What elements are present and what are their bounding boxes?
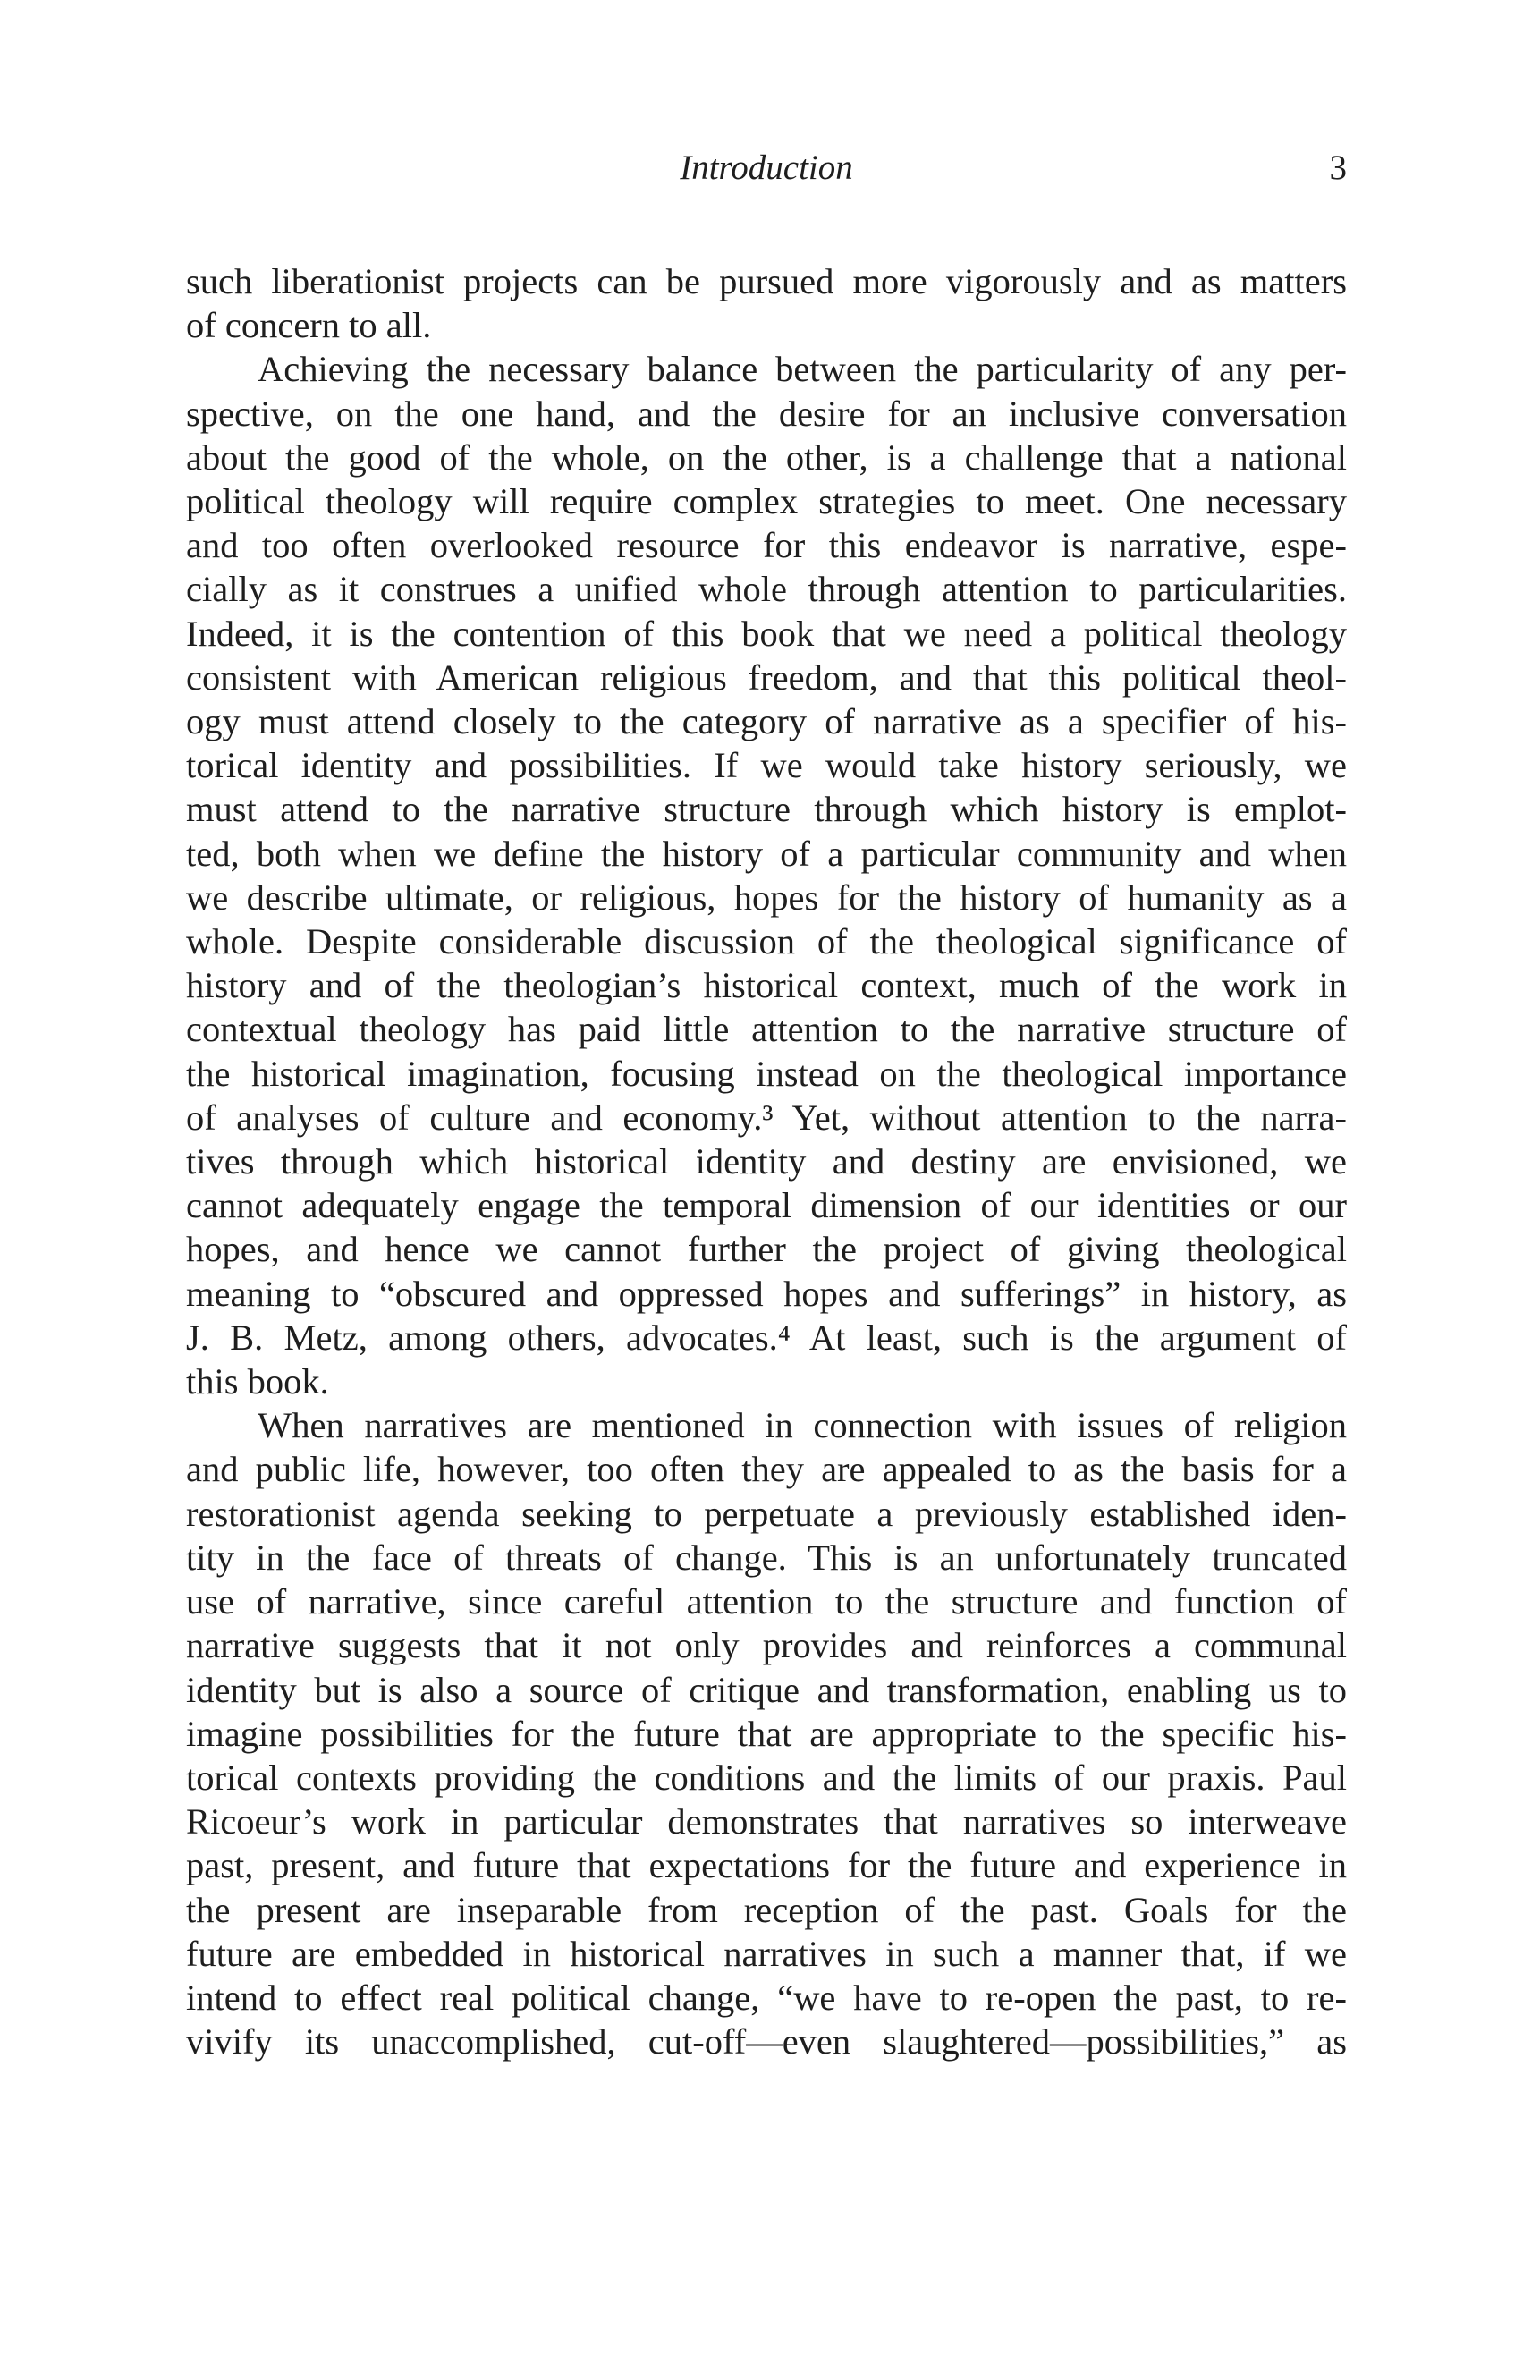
text-line: and public life, however, too often they are appealed to as the basis for a (186, 1449, 1347, 1490)
text-line: use of narrative, since careful attention to the structure and function of (186, 1581, 1347, 1622)
text-line: intend to effect real political change, “we have to re-open the past, to re- (186, 1977, 1347, 2018)
text-line: must attend to the narrative structure through which history is emplot- (186, 789, 1347, 830)
text-line: about the good of the whole, on the other, is a challenge that a national (186, 436, 1347, 478)
text-line: the historical imagination, focusing instead on the theological importance (186, 1053, 1347, 1094)
text-line: ogy must attend closely to the category of narrative as a specifier of his- (186, 701, 1347, 742)
text-line: hopes, and hence we cannot further the project of giving theological (186, 1229, 1347, 1270)
text-line: Ricoeur’s work in particular demonstrates that narratives so interweave (186, 1801, 1347, 1842)
text-line: Achieving the necessary balance between the particularity of any per- (258, 349, 1347, 390)
text-line: identity but is also a source of critique and transformation, enabling us to (186, 1669, 1347, 1710)
text-line: torical identity and possibilities. If we would take history seriously, we (186, 745, 1347, 786)
text-line: tity in the face of threats of change. This is an unfortunately truncated (186, 1537, 1347, 1578)
text-line: future are embedded in historical narratives in such a manner that, if we (186, 1933, 1347, 1974)
text-line: history and of the theologian’s historical context, much of the work in (186, 965, 1347, 1006)
text-line: spective, on the one hand, and the desire for an inclusive conversation (186, 393, 1347, 434)
text-line: tives through which historical identity and destiny are envisioned, we (186, 1141, 1347, 1182)
text-line: political theology will require complex strategies to meet. One necessary (186, 481, 1347, 522)
text-line: consistent with American religious freedom, and that this political theol- (186, 656, 1347, 698)
text-line: contextual theology has paid little attention to the narrative structure of (186, 1009, 1347, 1050)
text-line: of concern to all. (186, 305, 432, 346)
text-line: cially as it construes a unified whole through attention to particularities. (186, 569, 1347, 610)
text-line: restorationist agenda seeking to perpetuate a previously established iden- (186, 1493, 1347, 1534)
text-line: of analyses of culture and economy.³ Yet, without attention to the narra- (186, 1097, 1347, 1138)
text-line: Indeed, it is the contention of this book that we need a political theology (186, 613, 1347, 654)
text-line: we describe ultimate, or religious, hopes for the history of humanity as a (186, 877, 1347, 918)
text-line: cannot adequately engage the temporal dimension of our identities or our (186, 1185, 1347, 1226)
text-line: such liberationist projects can be pursued more vigorously and as matters (186, 261, 1347, 301)
text-line: vivify its unaccomplished, cut-off—even slaughtered—possibilities,” as (186, 2021, 1347, 2062)
text-line: and too often overlooked resource for this endeavor is narrative, espe- (186, 525, 1347, 566)
text-line: past, present, and future that expectations for the future and experience in (186, 1845, 1347, 1886)
text-line: ted, both when we define the history of a particular community and when (186, 833, 1347, 874)
text-line: When narratives are mentioned in connection with issues of religion (258, 1405, 1347, 1446)
text-line: whole. Despite considerable discussion of the theological significance of (186, 921, 1347, 962)
text-line: imagine possibilities for the future that are appropriate to the specific his- (186, 1713, 1347, 1754)
text-line: narrative suggests that it not only provides and reinforces a communal (186, 1625, 1347, 1666)
running-title: Introduction (680, 148, 853, 187)
text-line: meaning to “obscured and oppressed hopes and sufferings” in history, as (186, 1273, 1347, 1314)
page-number: 3 (1329, 148, 1347, 187)
running-head (186, 143, 1347, 193)
text-line: J. B. Metz, among others, advocates.⁴ At least, such is the argument of (186, 1317, 1347, 1358)
text-line: the present are inseparable from reception of the past. Goals for the (186, 1889, 1347, 1930)
body-text (186, 259, 1347, 2063)
text-line: this book. (186, 1361, 329, 1402)
text-line: torical contexts providing the conditions and the limits of our praxis. Paul (186, 1757, 1347, 1798)
